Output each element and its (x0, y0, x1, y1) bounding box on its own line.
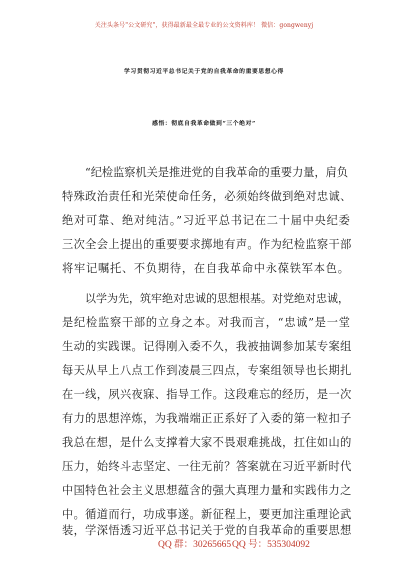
body-line: 在一线，夙兴夜寐、指导工作。这段难忘的经历，是一次 (62, 388, 352, 401)
body-line: 三次全会上提出的重要要求掷地有声。作为纪检监察干部 (62, 238, 352, 251)
document-subtitle: 感悟：彻底自我革命做到“三个绝对” (152, 121, 256, 127)
body-line: 装，学深悟透习近平总书记关于党的自我革命的重要思想 (62, 524, 352, 537)
body-line: 将牢记嘱托、不负期待，在自我革命中永葆铁军本色。 (62, 262, 350, 275)
body-line: 以学为先，筑牢绝对忠诚的思想根基。对党绝对忠诚， (85, 292, 349, 305)
body-line: 生动的实践课。记得刚入委不久，我被抽调参加某专案组 (62, 340, 352, 353)
qq-group-label: QQ 群：30265665 (158, 540, 232, 550)
header-banner: 关注头条号"公文研究"，获得最新最全最专业的公文资料库！ 微信：gongwenyj (94, 22, 314, 29)
qq-number-label: QQ 号：535304092 (232, 540, 310, 550)
body-line: 是纪检监察干部的立身之本。对我而言，“忠诚”是一堂 (62, 316, 351, 329)
body-line: 压力，始终斗志坚定、一往无前？答案就在习近平新时代 (62, 460, 352, 473)
document-title: 学习贯彻习近平总书记关于党的自我革命的重要思想心得 (124, 69, 284, 75)
page-footer (0, 536, 408, 550)
body-line: 特殊政治责任和光荣使命任务，必须始终做到绝对忠诚、 (62, 190, 352, 203)
body-line: 我总在想，是什么支撑着大家不畏艰难挑战，扛住如山的 (62, 436, 352, 449)
body-line: 绝对可靠、绝对纯洁。”习近平总书记在二十届中央纪委 (62, 214, 351, 227)
body-line: 中国特色社会主义思想蕴含的强大真理力量和实践伟力之 (62, 484, 352, 497)
body-line: “纪检监察机关是推进党的自我革命的重要力量，肩负 (85, 166, 349, 179)
body-line: 有力的思想淬炼，为我端端正正系好了入委的第一粒扣子 (62, 412, 352, 425)
body-line: 中。循道而行，功成事遂。新征程上，要更加注重理论武 (62, 508, 352, 521)
body-line: 每天从早上八点工作到凌晨三四点，专案组领导也长期扎 (62, 364, 352, 377)
